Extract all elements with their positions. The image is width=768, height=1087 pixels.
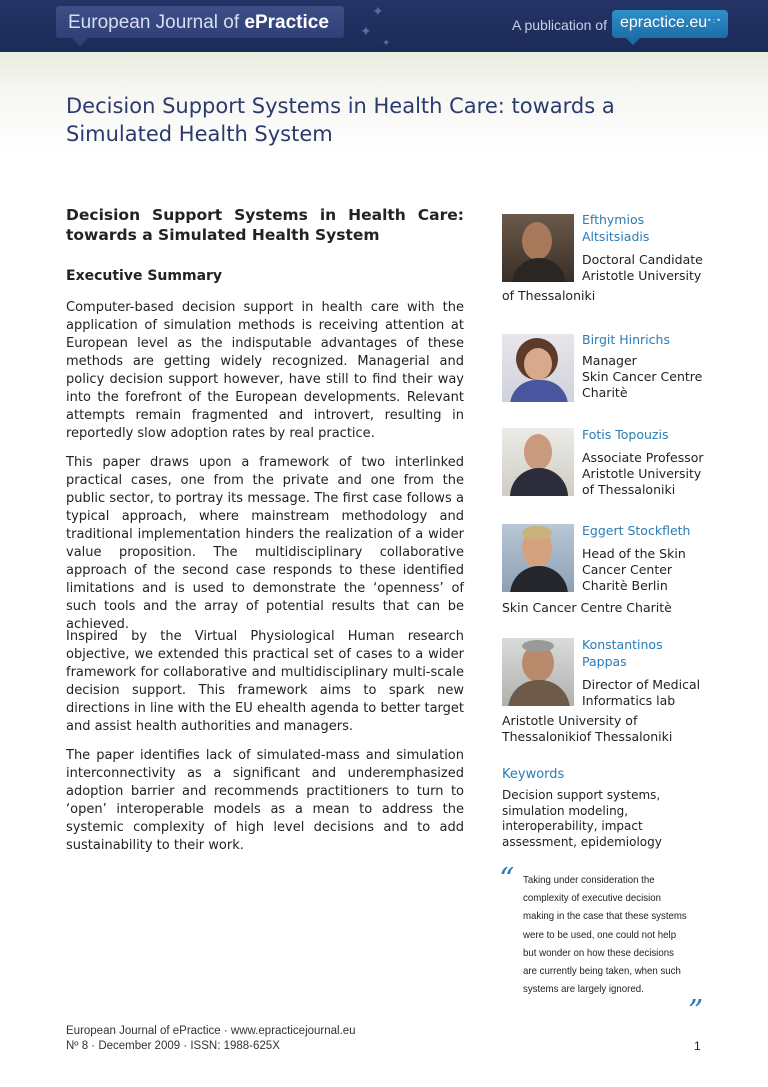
summary-paragraph: This paper draws upon a framework of two interlinked practical cases, one from the private and one from the public sector, to portray its message. The first case follows a typical approach, where mainstream methodology and traditional implementation hinders the realization of a wider value proposition. The multidisciplinary collaborative approach of the second case responds to these identified limitations and is used to demonstrate the ‘openness’ of such tools and the array of potential results that can be achieved.: [66, 455, 464, 632]
author-name: Efthymios Altsitsiadis: [582, 212, 650, 244]
star-icon: ✦: [382, 38, 391, 49]
author-name: Eggert Stockfleth: [582, 523, 691, 538]
author-role: Director of Medical Informatics lab: [582, 677, 701, 708]
journal-logo: [56, 6, 344, 38]
author-photo: [502, 334, 574, 402]
publication-label: A publication of: [512, 17, 607, 33]
keywords-text: Decision support systems, simulation modeling, interoperability, impact assessment, epidemiology: [502, 788, 662, 849]
author-name: Fotis Topouzis: [582, 427, 669, 442]
footer-journal-line: European Journal of ePractice · www.epracticejournal.eu: [66, 1025, 356, 1037]
star-icon: ✦: [372, 4, 384, 20]
summary-paragraph: Inspired by the Virtual Physiological Human research objective, we extended this practical set of cases to a wider framework for collaborative and multidisciplinary multi-scale decision support. This framework aims to spark new directions in line with the EU ehealth agenda to better target and assist health authorities and managers.: [66, 629, 464, 734]
star-icon: ✦: [360, 24, 372, 40]
dots-icon: •:•: [706, 16, 722, 25]
publisher-logo[interactable]: [612, 10, 728, 38]
publisher-logo-text: epractice.eu: [620, 14, 708, 31]
journal-name: European Journal of ePractice: [68, 12, 329, 33]
author-affiliation: Skin Cancer Centre Charitè: [502, 600, 672, 615]
footer-issue-line: Nº 8 · December 2009 · ISSN: 1988-625X: [66, 1040, 280, 1052]
author-role: Doctoral Candidate Aristotle University: [582, 252, 703, 283]
author-affiliation: Aristotle University of Thessalonikiof Thessaloniki: [502, 713, 673, 744]
author-photo: [502, 638, 574, 706]
author-affiliation: of Thessaloniki: [502, 288, 596, 303]
summary-paragraph: The paper identifies lack of simulated-mass and simulation interconnectivity as a significant and underemphasized adoption barrier and recommends practitioners to turn to ‘open’ interoperable models as a mean to address the systemic complexity of high level decisions and to add sustainability to their work.: [66, 748, 464, 853]
summary-paragraph: Computer-based decision support in health care with the application of simulation methods is receiving attention at European level as the indisputable advantages of these methods are getting widely recognized. Managerial and policy decision support however, have still to find their way into the forefront of the European developments. Relevant attempts remain fragmented and introvert, resulting in reportedly slow adoption rates by real practice.: [66, 300, 464, 441]
author-photo: [502, 214, 574, 282]
keywords-heading: Keywords: [502, 767, 565, 782]
author-role: Associate Professor Aristotle University of Thessaloniki: [582, 450, 704, 497]
pull-quote: Taking under consideration the complexity of executive decision making in the case that these systems were to be used, one could not help but wonder on how these decisions are currently being taken, when such systems are largely ignored.: [523, 874, 687, 996]
article-title: Decision Support Systems in Health Care: towards a Simulated Health System: [66, 206, 464, 244]
author-role: Manager Skin Cancer Centre Charitè: [582, 353, 703, 400]
section-heading: Executive Summary: [66, 268, 223, 284]
page-title: Decision Support Systems in Health Care: towards a Simulated Health System: [66, 94, 615, 146]
author-role: Head of the Skin Cancer Center Charitè Berlin: [582, 546, 686, 593]
page-number: 1: [694, 1039, 701, 1053]
open-quote-icon: “: [499, 862, 515, 897]
author-name: Konstantinos Pappas: [582, 637, 663, 669]
journal-header: [0, 0, 768, 52]
close-quote-icon: ”: [688, 994, 704, 1029]
author-name: Birgit Hinrichs: [582, 332, 670, 347]
author-photo: [502, 428, 574, 496]
page-footer: [66, 1024, 356, 1054]
author-photo: [502, 524, 574, 592]
